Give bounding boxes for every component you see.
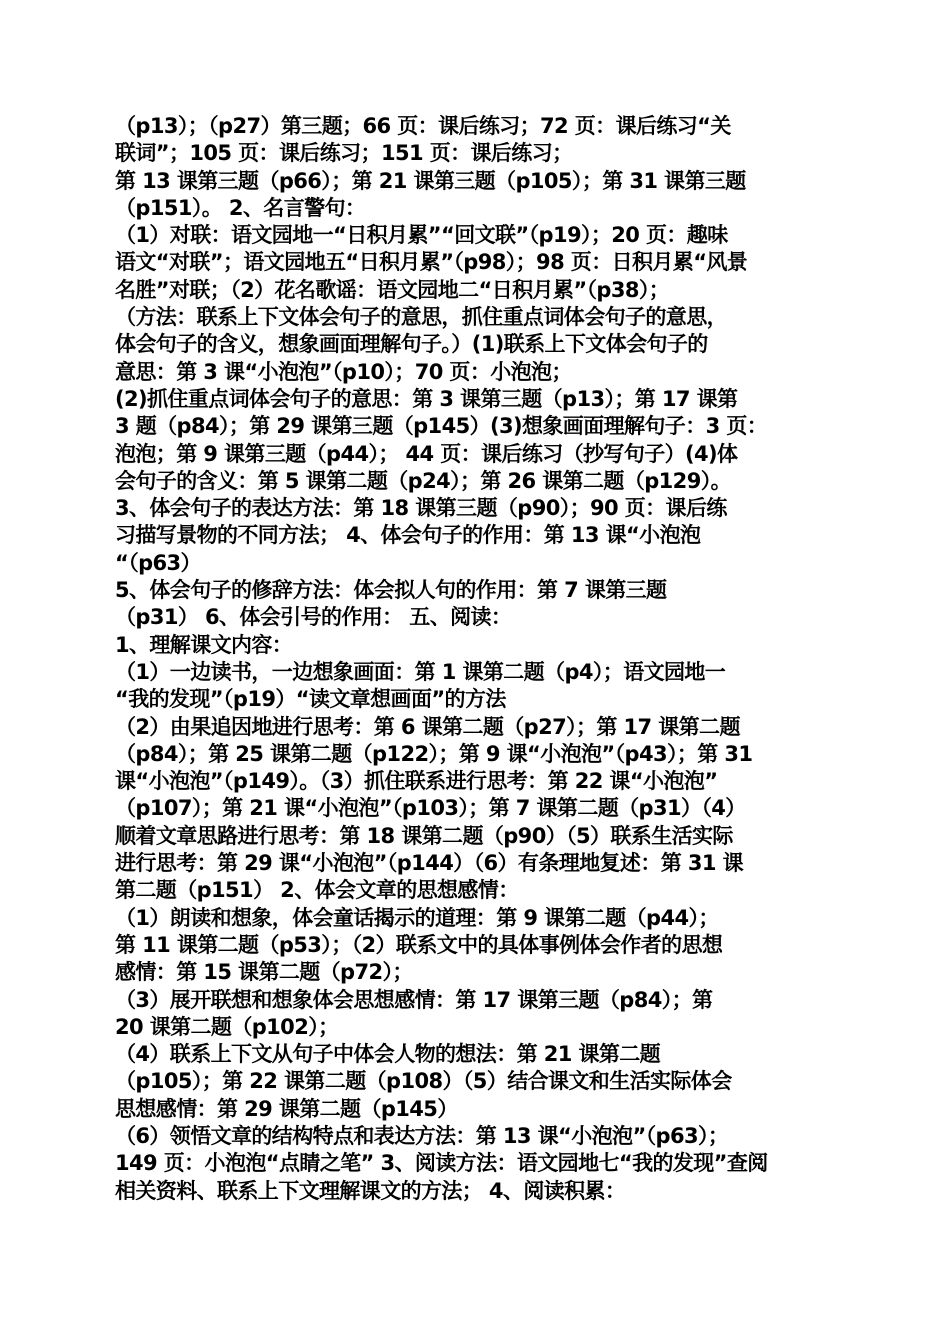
text-line-30: （1）朗读和想象，体会童话揭示的道理：第 9 课第二题（p44）； bbox=[115, 905, 719, 930]
text-line-23: （2）由果追因地进行思考：第 6 课第二题（p27）；第 17 课第二题 bbox=[115, 714, 740, 739]
text-line-17: “（p63） bbox=[115, 550, 201, 575]
text-line-22: “我的发现”（p19）“读文章想画面”的方法 bbox=[115, 687, 506, 712]
text-line-26: （p107）；第 21 课“小泡泡”（p103）；第 7 课第二题（p31）（4） bbox=[115, 796, 746, 821]
text-line-28: 进行思考：第 29 课“小泡泡”（p144）（6）有条理地复述：第 31 课 bbox=[115, 851, 743, 876]
text-line-37: 思想感情：第 29 课第二题（p145） bbox=[115, 1096, 458, 1121]
text-line-31: 第 11 课第二题（p53）；（2）联系文中的具体事例体会作者的思想 bbox=[115, 932, 723, 957]
text-line-36: （p105）；第 22 课第二题（p108）（5）结合课文和生活实际体会 bbox=[115, 1069, 732, 1094]
text-line-11: (2)抓住重点词体会句子的意思：第 3 课第三题（p13）；第 17 课第 bbox=[115, 386, 738, 411]
document-text-block bbox=[115, 113, 837, 1205]
text-line-35: （4）联系上下文从句子中体会人物的想法：第 21 课第二题 bbox=[115, 1042, 661, 1067]
text-line-12: 3 题（p84）；第 29 课第三题（p145）(3)想象画面理解句子：3 页： bbox=[115, 414, 768, 439]
text-line-14: 会句子的含义：第 5 课第二题（p24）；第 26 课第二题（p129）。 bbox=[115, 468, 732, 493]
text-line-5: （1）对联：语文园地一“日积月累”“回文联”（p19）；20 页：趣味 bbox=[115, 223, 728, 248]
text-line-9: 体会句子的含义，想象画面理解句子。）(1)联系上下文体会句子的 bbox=[115, 332, 708, 357]
text-line-39: 149 页：小泡泡“点睛之笔” 3、阅读方法：语文园地七“我的发现”查阅 bbox=[115, 1151, 768, 1176]
text-line-6: 语文“对联”；语文园地五“日积月累”（p98）；98 页：日积月累“风景 bbox=[115, 250, 748, 275]
text-line-21: （1）一边读书，一边想象画面：第 1 课第二题（p4）；语文园地一 bbox=[115, 659, 726, 684]
text-line-34: 20 课第二题（p102）； bbox=[115, 1014, 339, 1039]
text-line-7: 名胜”对联；（2）花名歌谣：语文园地二“日积月累”（p38）； bbox=[115, 277, 670, 302]
text-line-10: 意思：第 3 课“小泡泡”（p10）；70 页：小泡泡； bbox=[115, 359, 572, 384]
text-line-3: 第 13 课第三题（p66）；第 21 课第三题（p105）；第 31 课第三题 bbox=[115, 168, 746, 193]
text-line-25: 课“小泡泡”（p149）。（3）抓住联系进行思考：第 22 课“小泡泡” bbox=[115, 769, 718, 794]
text-line-24: （p84）；第 25 课第二题（p122）；第 9 课“小泡泡”（p43）；第 31 bbox=[115, 741, 753, 766]
text-line-18: 5、体会句子的修辞方法：体会拟人句的作用：第 7 课第三题 bbox=[115, 578, 667, 603]
text-line-19: （p31） 6、体会引号的作用： 五、阅读： bbox=[115, 605, 512, 630]
text-line-27: 顺着文章思路进行思考：第 18 课第二题（p90）（5）联系生活实际 bbox=[115, 823, 733, 848]
text-line-13: 泡泡；第 9 课第三题（p44）； 44 页：课后练习（抄写句子）(4)体 bbox=[115, 441, 738, 466]
text-line-1: （p13）；（p27）第三题；66 页：课后练习；72 页：课后练习“关 bbox=[115, 114, 731, 138]
text-line-32: 感情：第 15 课第二题（p72）； bbox=[115, 960, 413, 985]
text-line-40: 相关资料、联系上下文理解课文的方法； 4、阅读积累： bbox=[115, 1178, 626, 1203]
text-line-4: （p151）。 2、名言警句： bbox=[115, 195, 366, 220]
text-line-16: 习描写景物的不同方法； 4、体会句子的作用：第 13 课“小泡泡 bbox=[115, 523, 701, 548]
text-line-2: 联词”；105 页：课后练习；151 页：课后练习； bbox=[115, 141, 573, 166]
text-line-38: （6）领悟文章的结构特点和表达方法：第 13 课“小泡泡”（p63）； bbox=[115, 1123, 729, 1148]
text-line-29: 第二题（p151） 2、体会文章的思想感情： bbox=[115, 878, 519, 903]
text-line-15: 3、体会句子的表达方法：第 18 课第三题（p90）；90 页：课后练 bbox=[115, 496, 727, 521]
text-line-33: （3）展开联想和想象体会思想感情：第 17 课第三题（p84）；第 bbox=[115, 987, 713, 1012]
text-line-8: （方法：联系上下文体会句子的意思，抓住重点词体会句子的意思， bbox=[115, 305, 727, 330]
text-line-20: 1、理解课文内容： bbox=[115, 632, 293, 657]
